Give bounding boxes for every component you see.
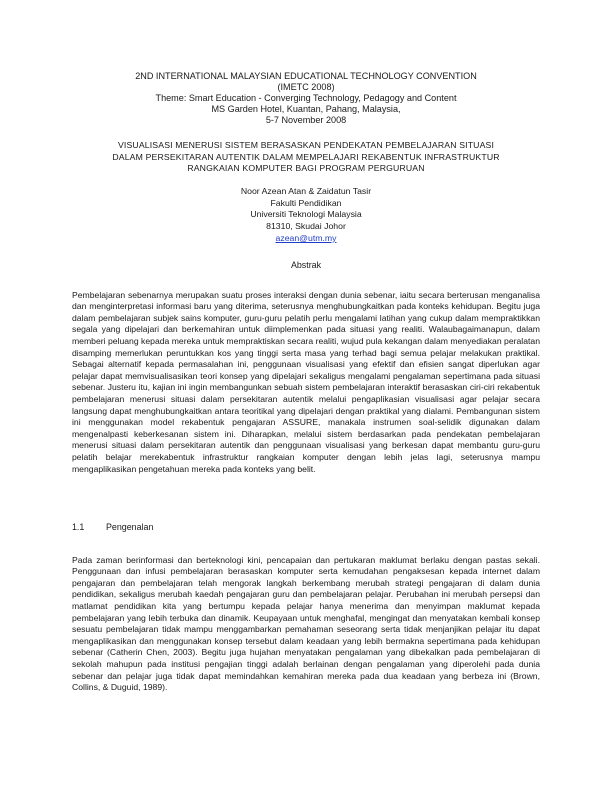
author-email-link[interactable]: azean@utm.my: [275, 232, 337, 243]
section-heading: [72, 522, 153, 532]
paper-title: [72, 140, 540, 175]
conference-theme: Theme: Smart Education - Converging Technology, Pedagogy and Content: [155, 93, 457, 104]
paper-title-line-1: VISUALISASI MENERUSI SISTEM BERASASKAN PENDEKATAN PEMBELAJARAN SITUASI: [117, 140, 495, 150]
author-address: 81310, Skudai Johor: [266, 221, 346, 232]
author-names: Noor Azean Atan & Zaidatun Tasir: [240, 186, 372, 196]
conference-dates: 5-7 November 2008: [265, 115, 347, 126]
paper-title-line-3: RANGKAIAN KOMPUTER BAGI PROGRAM PERGURUAN: [187, 163, 425, 174]
section-number: 1.1: [72, 522, 85, 532]
section-title: Pengenalan: [106, 522, 154, 532]
author-university: Universiti Teknologi Malaysia: [250, 209, 362, 220]
conference-acronym: (IMETC 2008): [277, 82, 335, 93]
conference-header: [72, 71, 540, 126]
abstract-body: Pembelajaran sebenarnya merupakan suatu proses interaksi dengan dunia sebenar, iaitu secara berterusan menganalisa dan menginterpretasi informasi baru yang diterima, seterusnya menghubungkaitkan pada konteks kehidupan. Begitu juga dalam pembelajaran subjek sains komputer, guru-guru pelatih perlu mengalami latihan yang cukup dalam mempraktikkan segala yang dipelajari dan berkemahiran untuk diimplemenkan pada situasi yang realiti. Walaubagaimanapun, dalam memberi peluang kepada mereka untuk mempraktiskan secara realiti, wujud pula kekangan dalam menyediakan peralatan disamping memerlukan peruntukkan kos yang tinggi serta masa yang terhad bagi semua pelajar melakukan praktikal. Sebagai alternatif kepada permasalahan ini, penggunaan visualisasi yang efektif dan efisien sangat diperlukan agar pelajar dapat memvisualisasikan teori konsep yang dipelajari sekaligus mengalami pengalaman sepertimana pada situasi sebenar. Justeru itu, kajian ini ingin membangunkan sebuah sistem pembelajaran interaktif berasaskan ciri-ciri rekabentuk pembelajaran menerusi situasi dalam persekitaran autentik melalui pengaplikasian visualisasi agar pelajar secara langsung dapat menghubungkaitkan antara teoritikal yang dipelajari dengan praktikal yang dialami. Pembangunan sistem ini menggunakan model rekabentuk pengajaran ASSURE, manakala instrumen soal-selidik digunakan dalam mengenalpasti keberkesanan sistem ini. Diharapkan, melalui sistem berdasarkan pada pendekatan pembelajaran menerusi situasi dalam persekitaran autentik dan penggunaan visualisasi yang berkesan dapat membantu guru-guru pelatih belajar merekabentuk infrastruktur rangkaian komputer dengan lebih jelas lagi, seterusnya mampu mengaplikasikan pengetahuan mereka pada konteks yang belit.: [72, 289, 540, 474]
conference-name: 2ND INTERNATIONAL MALAYSIAN EDUCATIONAL TECHNOLOGY CONVENTION: [135, 71, 477, 81]
introduction-body: Pada zaman berinformasi dan berteknologi kini, pencapaian dan pertukaran maklumat berlaku dengan pastas sekali. Penggunaan dan infusi pembelajaran berasaskan komputer serta kemudahan pengaksesan kepada internet dalam pengajaran dan pembelajaran telah mengorak langkah berkembang merubah strategi pengajaran di dalam dunia pendidikan, sekaligus merubah kaedah pengajaran guru dan pembelajaran pelajar. Perubahan ini merubah persepsi dan matlamat pendidikan kita yang bertumpu kepada pelajar hanya menerima dan menyimpan maklumat kepada pembelajaran yang lebih terbuka dan dinamik. Keupayaan untuk menghafal, mengingat dan menyatakan kembali konsep sesuatu pembelajaran tidak mampu menggambarkan pemahaman seseorang serta tidak menjanjikan pelajar itu dapat mengaplikasikan dan menggunakan konsep tersebut dalam keadaan yang lebih bermakna sepertimana pada kehidupan sebenar (Catherin Chen, 2003). Begitu juga hujahan menyatakan pengalaman yang dibekalkan pada pembelajaran di sekolah mahupun pada institusi pengajian tinggi adalah berlainan dengan pengalaman yang diperolehi pada dunia sebenar dan pelajar juga tidak dapat memindahkan kemahiran mereka pada dua keadaan yang berbeza ini (Brown, Collins, & Duguid, 1989).: [72, 554, 540, 693]
abstract-heading: Abstrak: [290, 260, 322, 270]
author-block: [72, 186, 540, 245]
paper-title-line-2: DALAM PERSEKITARAN AUTENTIK DALAM MEMPELAJARI REKABENTUK INFRASTRUKTUR: [112, 151, 500, 162]
author-faculty: Fakulti Pendidikan: [270, 197, 342, 208]
conference-venue: MS Garden Hotel, Kuantan, Pahang, Malaysia,: [211, 104, 401, 115]
